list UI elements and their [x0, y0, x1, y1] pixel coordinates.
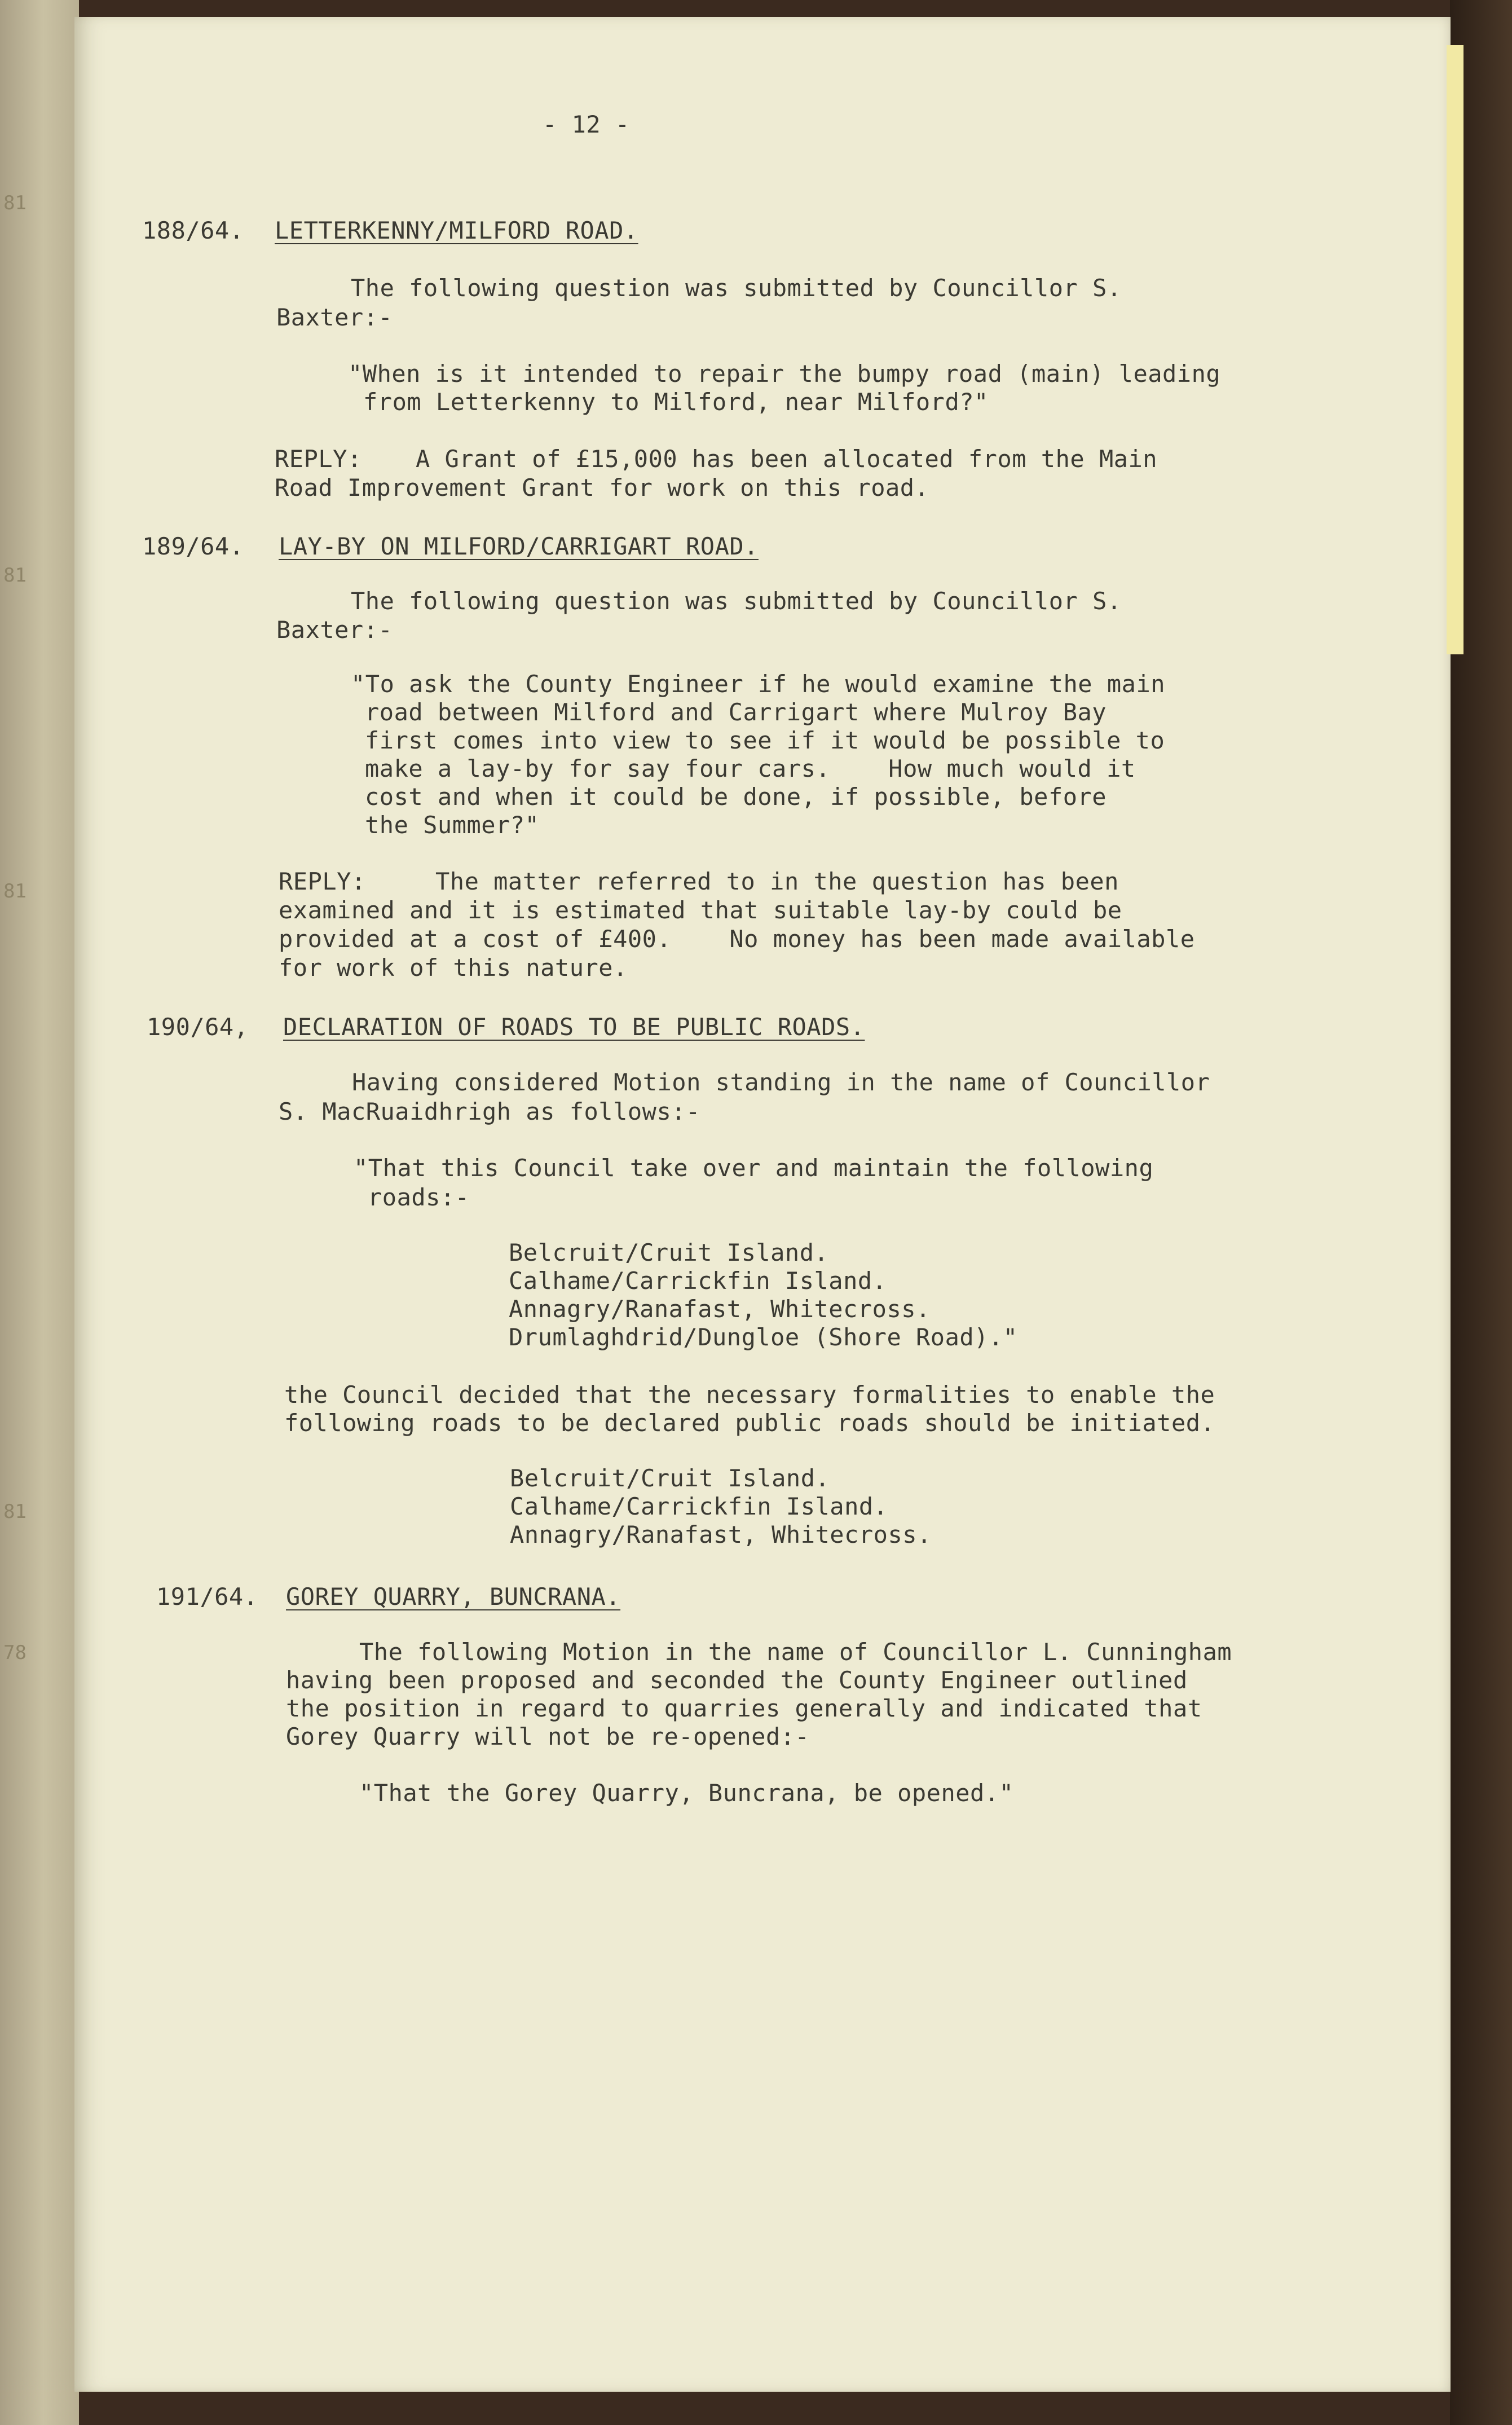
- reply-line: examined and it is estimated that suitable lay-by could be: [279, 896, 1122, 924]
- item-intro-line: The following question was submitted by Councillor S.: [351, 587, 1122, 615]
- reply-line: for work of this nature.: [279, 954, 628, 982]
- quote-line: "That this Council take over and maintain the following: [354, 1154, 1154, 1182]
- item-number: 190/64,: [147, 1013, 249, 1041]
- item-intro-line: having been proposed and seconded the County Engineer outlined: [286, 1666, 1188, 1694]
- item-number: 189/64.: [142, 532, 244, 560]
- quote-line: make a lay-by for say four cars. How much would it: [365, 755, 1136, 782]
- item-intro-line: Having considered Motion standing in the name of Councillor: [352, 1068, 1210, 1096]
- page-number: - 12 -: [543, 111, 630, 138]
- decision-line: the Council decided that the necessary formalities to enable the: [284, 1381, 1215, 1409]
- item-intro-line: Baxter:-: [276, 616, 393, 644]
- item-heading: LETTERKENNY/MILFORD ROAD.: [275, 217, 638, 244]
- road-line: Calhame/Carrickfin Island.: [509, 1267, 887, 1295]
- quote-line: cost and when it could be done, if possible, before: [365, 783, 1107, 811]
- item-heading: DECLARATION OF ROADS TO BE PUBLIC ROADS.: [283, 1013, 865, 1041]
- item-intro-line: Baxter:-: [276, 303, 393, 331]
- road-line: Annagry/Ranafast, Whitecross.: [510, 1521, 932, 1548]
- item-number: 188/64.: [142, 217, 244, 244]
- binding-mark: 81: [3, 880, 27, 903]
- binding-mark: 78: [3, 1641, 27, 1664]
- quote-line: roads:-: [368, 1183, 470, 1211]
- item-number: 191/64.: [156, 1583, 258, 1610]
- quote-line: "To ask the County Engineer if he would examine the main: [351, 670, 1166, 698]
- book-binding: [0, 0, 79, 2425]
- item-heading: GOREY QUARRY, BUNCRANA.: [286, 1583, 621, 1610]
- decision-line: following roads to be declared public roads should be initiated.: [284, 1409, 1215, 1437]
- road-line: Calhame/Carrickfin Island.: [510, 1493, 888, 1520]
- road-line: Drumlaghdrid/Dungloe (Shore Road).": [509, 1323, 1018, 1351]
- binding-mark: 81: [3, 192, 27, 214]
- binding-mark: 81: [3, 564, 27, 587]
- item-heading: LAY-BY ON MILFORD/CARRIGART ROAD.: [279, 532, 759, 560]
- road-line: Annagry/Ranafast, Whitecross.: [509, 1295, 931, 1323]
- reply-line: Road Improvement Grant for work on this road.: [275, 474, 929, 501]
- item-intro-line: Gorey Quarry will not be re-opened:-: [286, 1723, 810, 1750]
- quote-line: "When is it intended to repair the bumpy road (main) leading: [348, 360, 1221, 388]
- item-intro-line: the position in regard to quarries generally and indicated that: [286, 1695, 1202, 1722]
- quote-line: first comes into view to see if it would be possible to: [365, 727, 1165, 754]
- reply-label: REPLY:: [275, 445, 362, 473]
- paper-slip: [1447, 45, 1463, 654]
- reply-line: A Grant of £15,000 has been allocated from the Main: [416, 445, 1158, 473]
- quote-line: from Letterkenny to Milford, near Milford?": [363, 388, 989, 416]
- quote-line: "That the Gorey Quarry, Buncrana, be opened.": [359, 1779, 1014, 1807]
- item-intro-line: S. MacRuaidhrigh as follows:-: [279, 1098, 700, 1125]
- item-intro-line: The following Motion in the name of Councillor L. Cunningham: [359, 1638, 1232, 1666]
- document-page: [74, 17, 1451, 2392]
- reply-line: provided at a cost of £400. No money has been made available: [279, 925, 1195, 953]
- reply-label: REPLY:: [279, 868, 366, 895]
- reply-line: The matter referred to in the question has been: [435, 868, 1119, 895]
- road-line: Belcruit/Cruit Island.: [510, 1464, 830, 1492]
- quote-line: road between Milford and Carrigart where Mulroy Bay: [365, 698, 1107, 726]
- binding-mark: 81: [3, 1500, 27, 1523]
- road-line: Belcruit/Cruit Island.: [509, 1239, 829, 1266]
- quote-line: the Summer?": [365, 811, 540, 839]
- item-intro-line: The following question was submitted by Councillor S.: [351, 274, 1122, 302]
